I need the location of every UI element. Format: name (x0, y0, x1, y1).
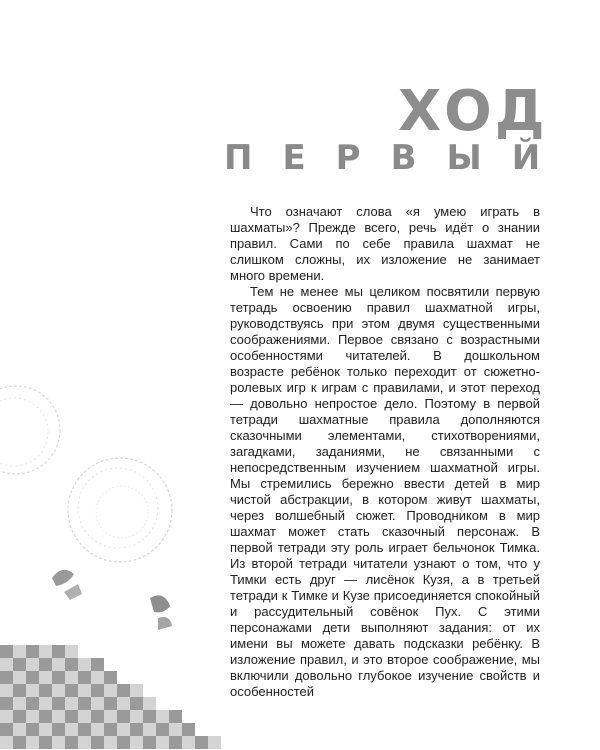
chapter-title: ХОД (398, 79, 548, 144)
board-square (26, 671, 39, 684)
board-square (156, 723, 169, 736)
board-square (130, 684, 143, 697)
board-square (104, 671, 117, 684)
board-square (182, 723, 195, 736)
board-square (78, 658, 91, 671)
article-body (230, 204, 540, 700)
board-square (52, 658, 65, 671)
board-square (52, 697, 65, 710)
paragraph: Тем не менее мы целиком посвятили первую тетрадь освоению правил шахматной игры, руководствуясь при этом двумя существенными соображениями. Первое связано с возрастными особенностями читателей. В дошкольном возрасте ребёнок только переходит от сюжетно-ролевых игр к играм с правилами, и этот переход — довольно непростое дело. Поэтому в первой тетради шахматные правила дополняются сказочными элементами, стихотворениями, загадками, заданиями, не связанными с непосредственным изучением шахматной игры. Мы стремились бережно ввести детей в мир чистой абстракции, в котором живут шахматы, через волшебный сюжет. Проводником в мир шахмат может стать сказочный персонаж. В первой тетради эту роль играет бельчонок Тимка. Из второй тетради читатели узнают о том, что у Тимки есть друг — лисёнок Кузя, а в третьей тетради к Тимке и Кузе присоединяется спокойный и рассудительный совёнок Пух. С этими персонажами дети выполняют задания: от их имени вы можете давать подсказки ребёнку. В изложение правил, и это второе соображение, мы включили довольно глубокое изучение свойств и особенностей (230, 284, 540, 699)
board-square (0, 723, 13, 736)
board-square (156, 710, 169, 723)
board-square (39, 645, 52, 658)
board-square (39, 697, 52, 710)
board-square (117, 736, 130, 749)
board-square (130, 723, 143, 736)
board-square (208, 736, 221, 749)
board-square (78, 710, 91, 723)
board-square (91, 710, 104, 723)
board-square (0, 736, 13, 749)
board-square (91, 671, 104, 684)
board-square (52, 671, 65, 684)
board-square (65, 723, 78, 736)
board-square (26, 684, 39, 697)
board-square (65, 736, 78, 749)
board-square (39, 658, 52, 671)
board-square (91, 723, 104, 736)
board-square (156, 736, 169, 749)
board-square (0, 671, 13, 684)
board-square (13, 710, 26, 723)
board-square (65, 658, 78, 671)
board-square (0, 697, 13, 710)
board-square (104, 684, 117, 697)
board-square (130, 697, 143, 710)
board-square (26, 710, 39, 723)
board-square (0, 710, 13, 723)
board-square (39, 671, 52, 684)
board-square (52, 723, 65, 736)
board-square (0, 658, 13, 671)
board-square (91, 684, 104, 697)
board-square (143, 736, 156, 749)
chessboard-illustration (0, 360, 230, 750)
board-square (104, 697, 117, 710)
board-square (65, 697, 78, 710)
board-square (182, 736, 195, 749)
board-square (78, 736, 91, 749)
checkerboard (0, 645, 221, 749)
board-square (52, 684, 65, 697)
board-square (117, 723, 130, 736)
board-square (13, 697, 26, 710)
board-square (26, 736, 39, 749)
board-square (143, 710, 156, 723)
board-square (78, 723, 91, 736)
board-square (13, 684, 26, 697)
board-square (39, 710, 52, 723)
board-square (26, 697, 39, 710)
board-square (104, 710, 117, 723)
board-square (169, 723, 182, 736)
board-square (78, 697, 91, 710)
board-square (169, 736, 182, 749)
board-square (39, 736, 52, 749)
board-square (26, 645, 39, 658)
board-square (13, 723, 26, 736)
paragraph: Что означают слова «я умею играть в шахматы»? Прежде всего, речь идёт о знании правил. Сами по себе правила шахмат не слишком сложны, их изложение не занимает много времени. (230, 204, 540, 283)
board-square (52, 645, 65, 658)
board-square (26, 723, 39, 736)
board-square (52, 710, 65, 723)
board-square (104, 736, 117, 749)
board-square (117, 697, 130, 710)
board-square (117, 710, 130, 723)
board-square (26, 658, 39, 671)
board-square (91, 736, 104, 749)
board-square (117, 684, 130, 697)
board-square (195, 736, 208, 749)
board-square (78, 684, 91, 697)
board-square (104, 723, 117, 736)
board-square (13, 645, 26, 658)
board-square (65, 684, 78, 697)
board-square (0, 684, 13, 697)
board-square (13, 736, 26, 749)
board-square (52, 736, 65, 749)
board-square (143, 697, 156, 710)
board-square (39, 723, 52, 736)
chapter-subtitle: ПЕРВЫЙ (224, 138, 571, 178)
board-square (143, 723, 156, 736)
board-square (91, 658, 104, 671)
board-square (0, 645, 13, 658)
board-square (13, 671, 26, 684)
board-square (169, 710, 182, 723)
board-square (13, 658, 26, 671)
board-square (65, 645, 78, 658)
board-square (65, 710, 78, 723)
board-square (130, 710, 143, 723)
board-square (39, 684, 52, 697)
board-square (78, 671, 91, 684)
board-square (130, 736, 143, 749)
board-square (65, 671, 78, 684)
board-square (91, 697, 104, 710)
